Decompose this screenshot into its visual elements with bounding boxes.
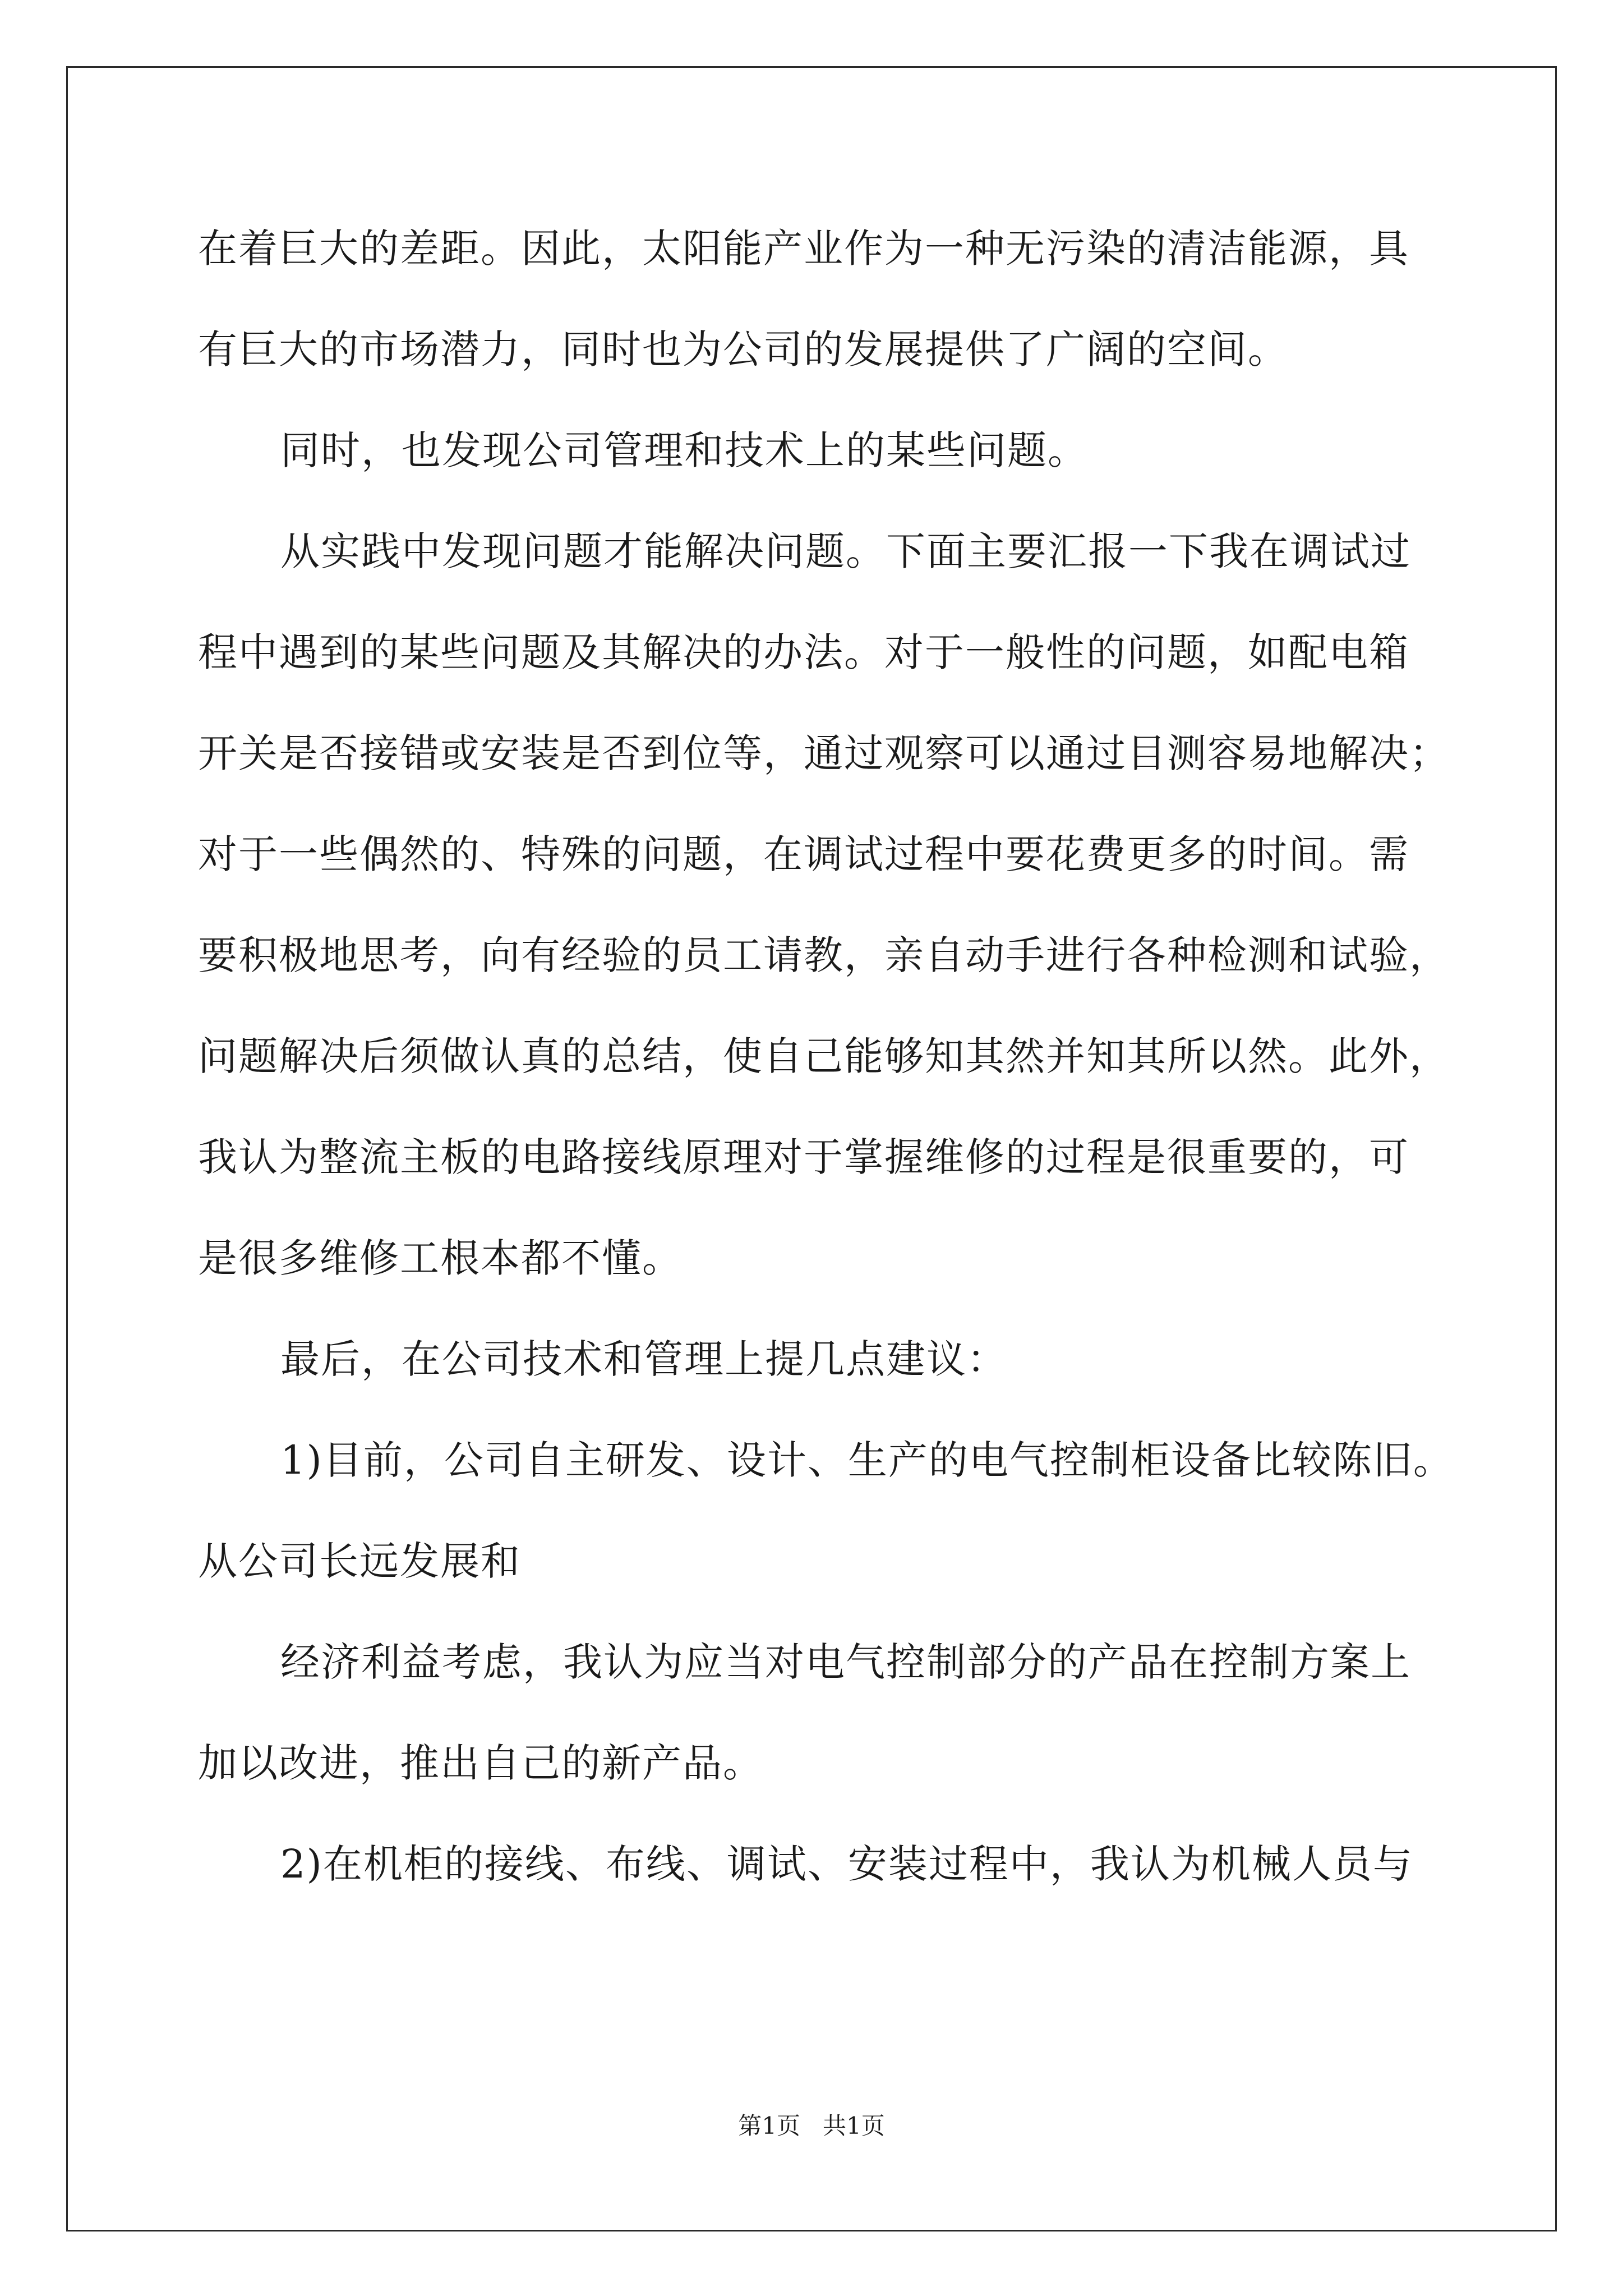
body-line-15: 经济利益考虑，我认为应当对电气控制部分的产品在控制方案上 (280, 1639, 1411, 1685)
body-line-13: 1)目前，公司自主研发、设计、生产的电气控制柜设备比较陈旧。 (280, 1437, 1454, 1483)
body-line-16: 加以改进，推出自己的新产品。 (198, 1740, 763, 1786)
body-line-7: 对于一些偶然的、特殊的问题，在调试过程中要花费更多的时间。需 (198, 831, 1409, 877)
body-line-6: 开关是否接错或安装是否到位等，通过观察可以通过目测容易地解决； (198, 730, 1450, 776)
body-line-11: 是很多维修工根本都不懂。 (198, 1235, 683, 1281)
body-line-17: 2)在机柜的接线、布线、调试、安装过程中，我认为机械人员与 (280, 1841, 1413, 1887)
body-line-14: 从公司长远发展和 (198, 1538, 521, 1584)
body-line-8: 要积极地思考，向有经验的员工请教，亲自动手进行各种检测和试验， (198, 932, 1450, 978)
body-line-5: 程中遇到的某些问题及其解决的办法。对于一般性的问题，如配电箱 (198, 629, 1409, 675)
body-line-10: 我认为整流主板的电路接线原理对于掌握维修的过程是很重要的，可 (198, 1134, 1409, 1180)
body-line-9: 问题解决后须做认真的总结，使自己能够知其然并知其所以然。此外， (198, 1033, 1450, 1079)
body-line-4: 从实践中发现问题才能解决问题。下面主要汇报一下我在调试过 (280, 528, 1411, 574)
body-line-1: 在着巨大的差距。因此，太阳能产业作为一种无污染的清洁能源，具 (198, 226, 1409, 272)
page-number-footer: 第1页 共1页 (738, 2112, 885, 2139)
body-line-3: 同时，也发现公司管理和技术上的某些问题。 (280, 427, 1088, 473)
body-line-12: 最后，在公司技术和管理上提几点建议： (280, 1336, 1007, 1382)
body-line-2: 有巨大的市场潜力，同时也为公司的发展提供了广阔的空间。 (198, 326, 1288, 372)
